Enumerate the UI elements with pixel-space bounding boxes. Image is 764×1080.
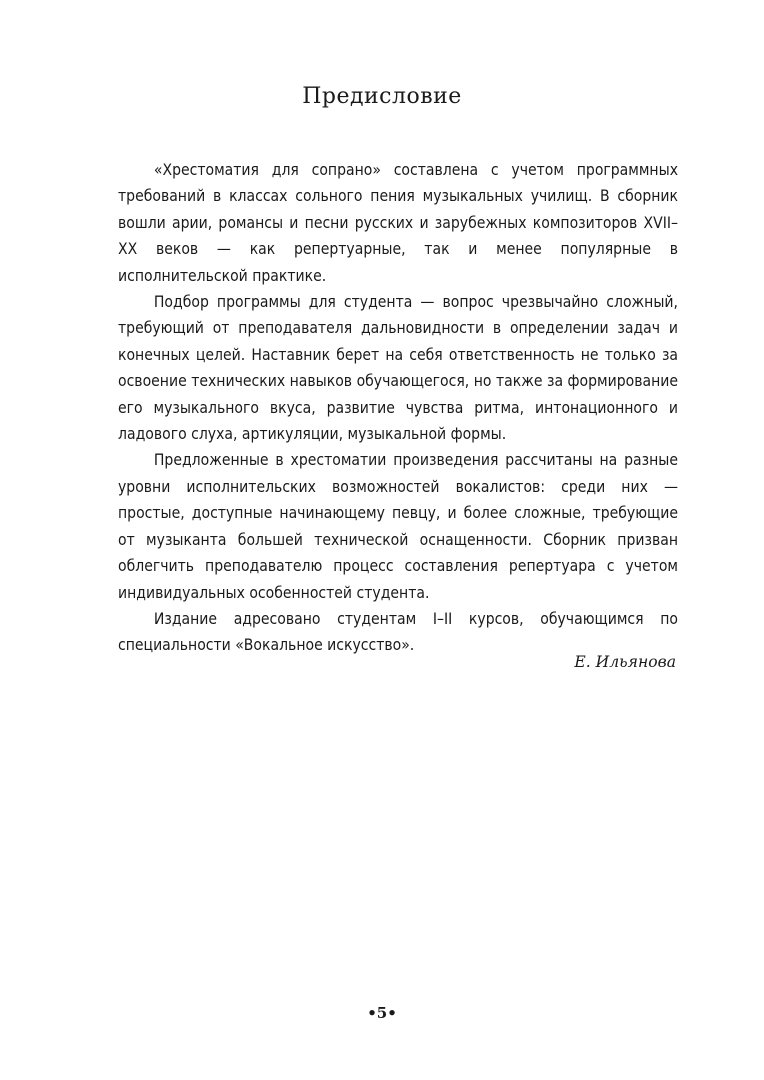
paragraph-4: Издание адресовано студентам I–II курсов, обучающимся по специальности «Вокальное искусство». — [118, 609, 678, 655]
paragraph-3: Предложенные в хрестоматии произведения рассчитаны на разные уровни исполнительских возможностей вокалистов: среди них — простые, доступные начинающему певцу, и более сложные, требующие от музыканта большей технической оснащенности. Сборник призван облегчить преподавателю процесс составления репертуара с учетом индивидуальных особенностей студента. — [118, 451, 678, 602]
preface-body — [118, 157, 678, 659]
paragraph-2: Подбор программы для студента — вопрос чрезвычайно сложный, требующий от преподавателя дальновидности в определении задач и конечных целей. Наставник берет на себя ответственность не только за освоение технических навыков обучающегося, но также за формирование его музыкального вкуса, развитие чувства ритма, интонационного и ладового слуха, артикуляции, музыкальной формы. — [118, 293, 678, 444]
page-title: Предисловие — [302, 84, 462, 109]
page-number: •5• — [367, 1004, 397, 1022]
author-signature: Е. Ильянова — [574, 653, 676, 671]
paragraph-1: «Хрестоматия для сопрано» составлена с учетом программных требований в классах сольного пения музыкальных училищ. В сборник вошли арии, романсы и песни русских и зарубежных композиторов XVII–XX веков — как репертуарные, так и менее популярные в исполнительской практике. — [118, 161, 678, 285]
